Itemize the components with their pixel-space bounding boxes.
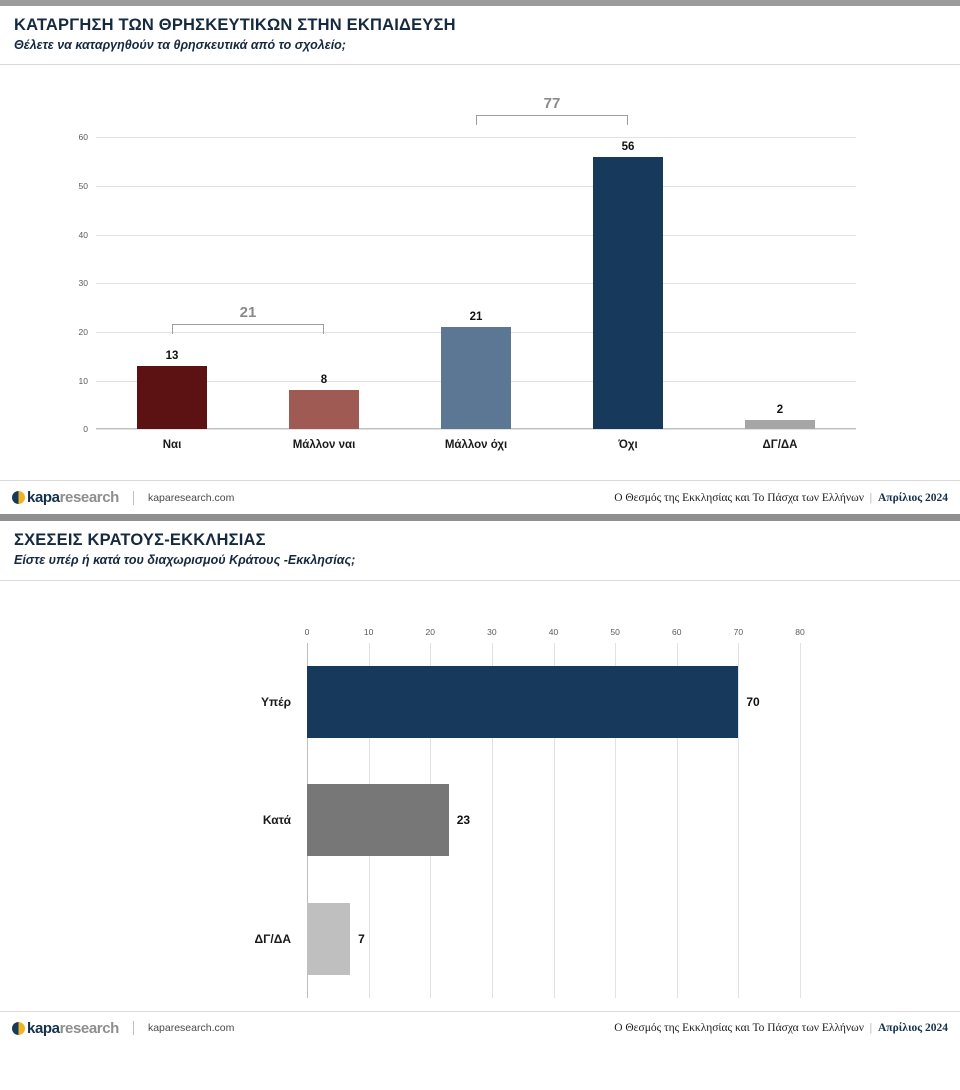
chart2-gridline [795, 626, 805, 998]
chart1-y-tick-label: 40 [78, 229, 88, 240]
chart1-y-tick-label: 30 [78, 278, 88, 289]
chart1-category-label: Μάλλον ναι [292, 439, 356, 452]
chart1-bar-value: 13 [165, 350, 179, 363]
chart1-y-tick-label: 20 [78, 327, 88, 337]
footer-source [614, 492, 948, 504]
chart2-bar [254, 903, 365, 975]
chart1-category-label: Μάλλον όχι [444, 439, 508, 452]
chart1-bar [289, 374, 359, 452]
chart1-category-label: Ναι [162, 439, 182, 452]
logo-text-research-2: research [59, 1019, 119, 1037]
chart1-category-label: ΔΓ/ΔΑ [762, 439, 798, 452]
chart1-y-tick-label: 10 [78, 375, 88, 386]
chart1-category-label: Όχι [618, 439, 638, 452]
chart2-x-tick-label: 0 [304, 626, 310, 637]
chart2-x-tick-label: 30 [487, 626, 497, 637]
chart1-y-tick-label: 60 [78, 132, 88, 143]
footer-website-2[interactable]: kaparesearch.com [147, 1022, 235, 1035]
chart2-x-tick-label: 60 [672, 626, 682, 637]
page-title-2: ΣΧΕΣΕΙΣ ΚΡΑΤΟΥΣ-ΕΚΚΛΗΣΙΑΣ [14, 531, 266, 550]
chart2-x-tick-label: 10 [363, 626, 374, 637]
chart2-bar-value: 23 [456, 813, 471, 828]
chart1-bar-value: 21 [469, 311, 483, 324]
page-title: ΚΑΤΑΡΓΗΣΗ ΤΩΝ ΘΡΗΣΚΕΥΤΙΚΩΝ ΣΤΗΝ ΕΚΠΑΙΔΕΥΣΗ [14, 16, 456, 34]
footer-website[interactable]: kaparesearch.com [147, 491, 235, 504]
chart2-x-tick-label: 20 [425, 626, 435, 637]
chart2-bar-value: 70 [746, 694, 760, 709]
logo-text-research: research [59, 489, 119, 507]
chart2-category-label: Κατά [262, 813, 291, 828]
kaparesearch-logo [12, 489, 119, 506]
chart1-gridline [83, 424, 856, 435]
footer-brand-2 [12, 1020, 234, 1037]
chart1-gridline [78, 181, 856, 191]
chart-vertical-bars [0, 65, 960, 480]
logo-mark-icon [12, 491, 25, 504]
footer-separator: | [869, 491, 873, 504]
chart1-bracket [476, 94, 628, 125]
slide1-header [0, 6, 960, 56]
slide2-header [0, 521, 960, 571]
footer-date: Απρίλιος 2024 [877, 491, 948, 504]
chart1-y-tick-label: 50 [78, 181, 88, 191]
chart2-x-tick-label: 50 [610, 626, 620, 637]
page-subtitle: Θέλετε να καταργηθούν τα θρησκευτικά από το σχολείο; [14, 37, 346, 52]
chart2-gridline [733, 626, 744, 998]
chart2-x-tick-label: 80 [795, 626, 805, 637]
footer-separator-2: | [869, 1022, 873, 1035]
chart1-bracket [172, 304, 324, 334]
chart1-plot-area [78, 94, 856, 452]
chart2-category-label: Υπέρ [260, 694, 291, 709]
kaparesearch-logo-2 [12, 1020, 119, 1037]
chart2-bar [262, 784, 471, 856]
chart2-plot-area [254, 626, 805, 998]
chart2-bar-value: 7 [358, 931, 365, 946]
chart1-gridline [78, 229, 856, 240]
footer-source-2 [614, 1022, 948, 1034]
chart2-bar [260, 666, 760, 738]
footer-source-text-2: Ο Θεσμός της Εκκλησίας και Το Πάσχα των Ελλήνων [614, 1022, 864, 1035]
footer-divider-2 [133, 1021, 134, 1035]
page-subtitle-2: Είστε υπέρ ή κατά του διαχωρισμού Κράτους -Εκκλησίας; [14, 553, 356, 568]
chart2-x-tick-label: 70 [733, 626, 744, 637]
slide2-footer [0, 1011, 960, 1045]
chart1-bar [441, 311, 511, 452]
slide-state-church [0, 521, 960, 1044]
slide-religion-education [0, 0, 960, 514]
slide1-footer [0, 480, 960, 514]
footer-brand [12, 489, 234, 506]
chart1-bracket-total: 77 [543, 94, 561, 112]
chart1-gridline [78, 132, 856, 143]
chart1-bar [593, 140, 663, 452]
footer-source-text: Ο Θεσμός της Εκκλησίας και Το Πάσχα των Ελλήνων [614, 491, 864, 504]
chart1-bar-value: 8 [320, 374, 328, 387]
slide-separator [0, 514, 960, 521]
logo-text-kapa: kapa [27, 489, 60, 507]
chart1-y-tick-label: 0 [83, 424, 88, 435]
footer-date-2: Απρίλιος 2024 [877, 1022, 948, 1035]
chart2-category-label: ΔΓ/ΔΑ [254, 931, 291, 946]
chart1-gridline [78, 278, 856, 289]
chart1-bar [745, 403, 815, 452]
chart2-x-tick-label: 40 [548, 626, 559, 637]
chart1-bar-value: 56 [621, 140, 635, 153]
chart1-bar-value: 2 [776, 403, 784, 416]
chart-horizontal-bars [0, 581, 960, 1011]
footer-divider [133, 491, 134, 505]
logo-text-kapa-2: kapa [27, 1019, 60, 1037]
logo-mark-icon-2 [12, 1022, 25, 1035]
chart1-bar [137, 350, 207, 452]
chart1-bracket-total: 21 [239, 304, 257, 322]
